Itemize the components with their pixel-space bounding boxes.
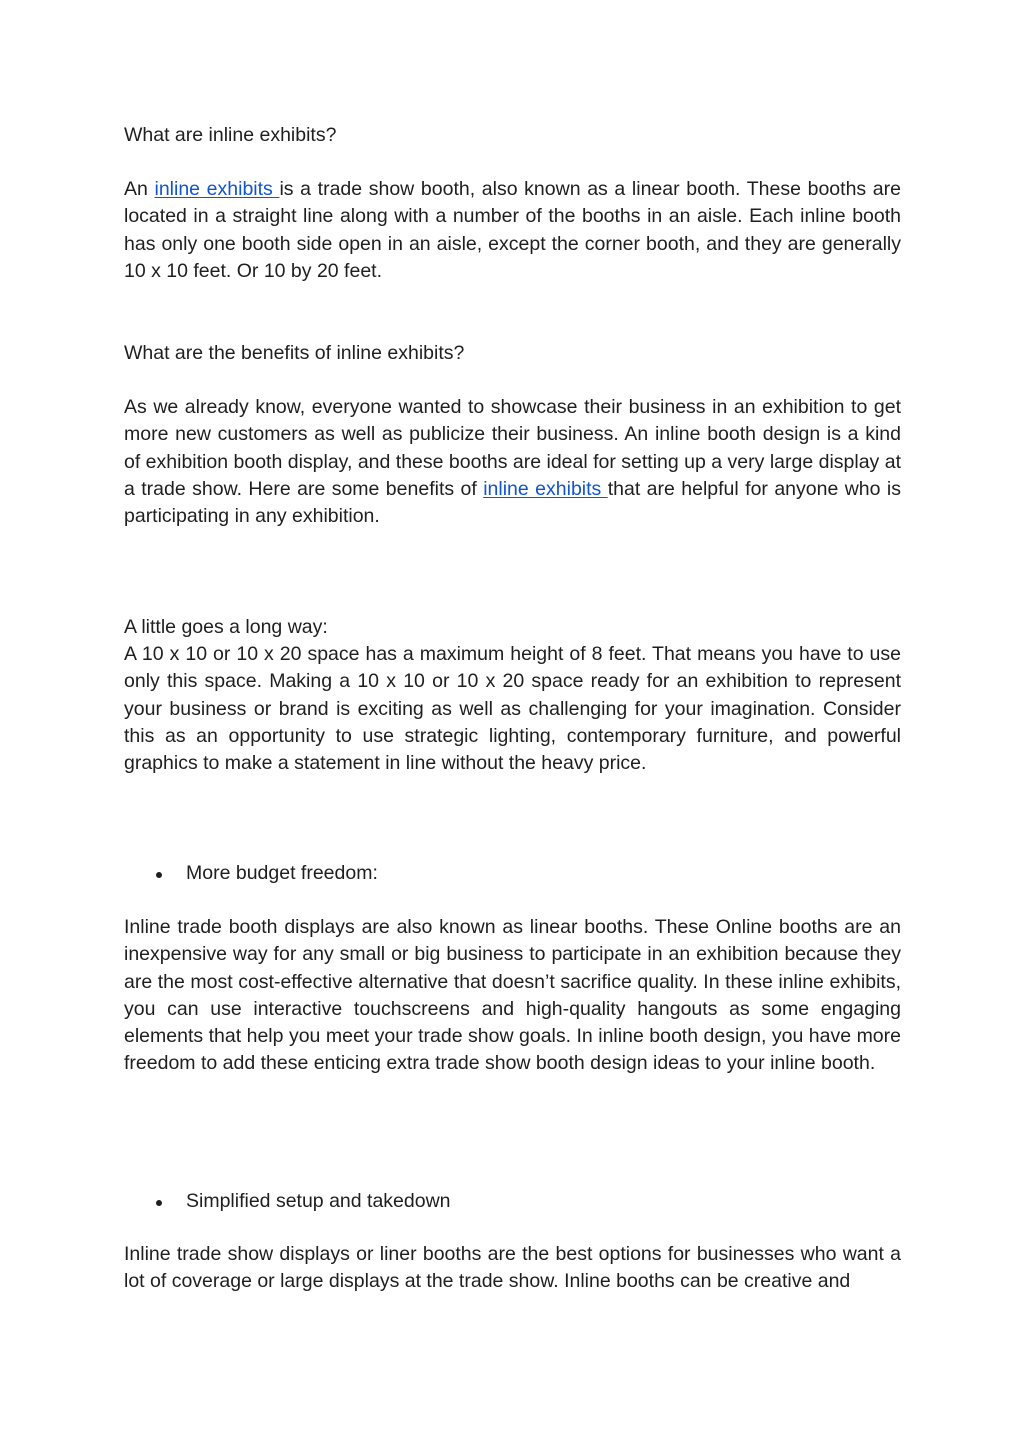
bullet-dot-icon (156, 1200, 162, 1206)
paragraph-intro-lead: An (124, 178, 155, 200)
question-heading-2: What are the benefits of inline exhibits? (124, 342, 465, 364)
bullet-dot-icon (156, 872, 162, 878)
paragraph-intro (124, 176, 901, 285)
inline-exhibits-link-2[interactable]: inline exhibits (483, 477, 608, 500)
question-heading-1: What are inline exhibits? (124, 124, 337, 146)
paragraph-benefits-rest: that are helpful for anyone who is participating in any exhibition. (124, 477, 901, 528)
paragraph-little-goes: A 10 x 10 or 10 x 20 space has a maximum height of 8 feet. That means you have to use only this space. Making a 10 x 10 or 10 x 20 space ready for an exhibition to represent your business or brand is exciting as well as challenging for your imagination. Consider this as an opportunity to use strategic lighting, contemporary furniture, and powerful graphics to make a statement in line without the heavy price. (124, 643, 901, 775)
paragraph-benefits-lead: As we already know, everyone wanted to showcase their business in an exhibition to get more new customers as well as publicize their business. An inline booth design is a kind of exhibition booth display, and these booths are ideal for setting up a very large display at a trade show. Here are some benefits of (124, 396, 901, 500)
paragraph-benefits (124, 394, 901, 530)
section-heading-little-goes: A little goes a long way: (124, 616, 328, 638)
inline-exhibits-link-1[interactable]: inline exhibits (154, 178, 280, 200)
bullet-item-label: Simplified setup and takedown (186, 1190, 451, 1212)
paragraph-intro-rest: is a trade show booth, also known as a linear booth. These booths are located in a straight line along with a number of the booths in an aisle. Each inline booth has only one booth side open in an aisle, except the corner booth, and they are generally 10 x 10 feet. Or 10 by 20 feet. (124, 178, 901, 282)
paragraph-budget: Inline trade booth displays are also known as linear booths. These Online booths are an inexpensive way for any small or big business to participate in an exhibition because they are the most cost-effective alternative that doesn’t sacrifice quality. In these inline exhibits, you can use interactive touchscreens and high-quality hangouts as some engaging elements that help you meet your trade show goals. In inline booth design, you have more freedom to add these enticing extra trade show booth design ideas to your inline booth. (124, 916, 901, 1075)
paragraph-setup: Inline trade show displays or liner booths are the best options for businesses who want a lot of coverage or large displays at the trade show. Inline booths can be creative and (124, 1243, 901, 1293)
bullet-item-label: More budget freedom: (186, 862, 378, 884)
